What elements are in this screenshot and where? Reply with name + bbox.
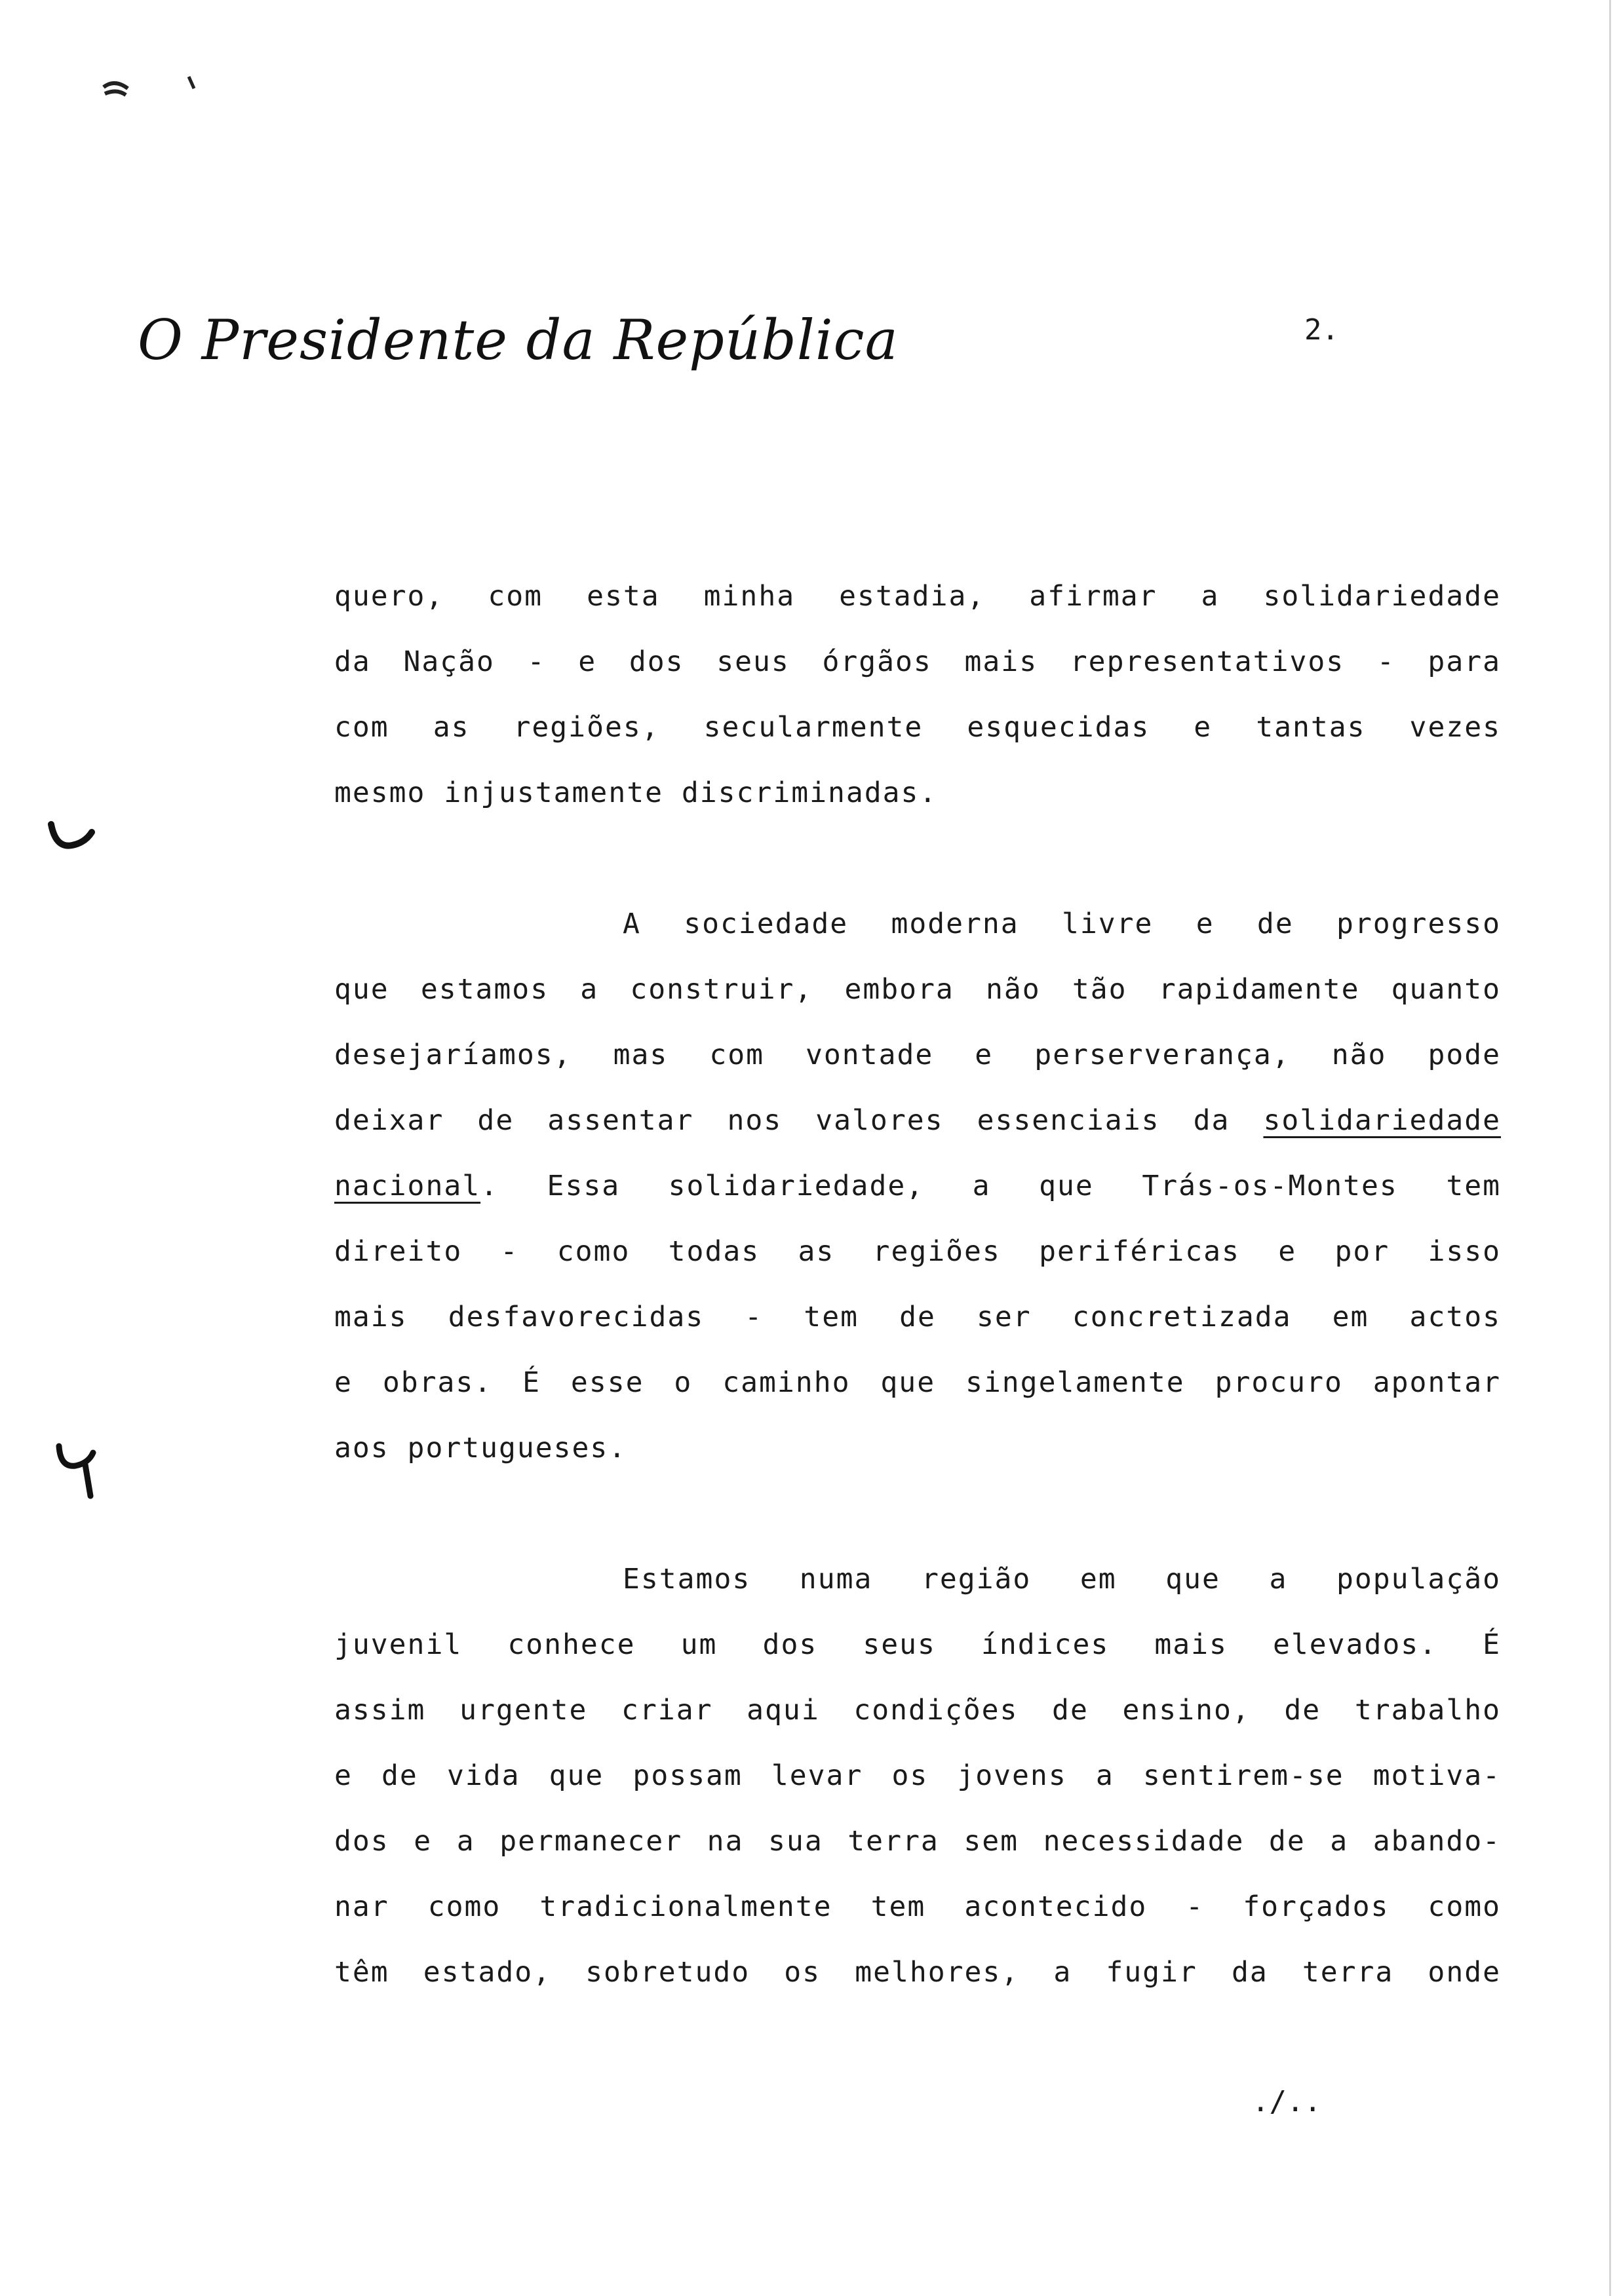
text-line: e de vida que possam levar os jovens a sentirem-se motiva-	[334, 1759, 1501, 1792]
text-line: Estamos numa região em que a população	[623, 1563, 1501, 1596]
underlined-word: solidariedade	[1263, 1104, 1501, 1137]
text-line: dos e a permanecer na sua terra sem necessidade de a abando-	[334, 1825, 1501, 1858]
page-number: 2.	[1304, 313, 1339, 347]
letterhead-title: O Presidente da República	[138, 308, 899, 372]
letter-body	[334, 564, 1501, 2005]
text-line: da Nação - e dos seus órgãos mais representativos - para	[334, 645, 1501, 678]
text-segment: deixar de assentar nos valores essenciais da	[334, 1104, 1230, 1137]
scan-mark-top	[98, 69, 210, 102]
text-line: nar como tradicionalmente tem acontecido - forçados como	[334, 1890, 1501, 1923]
margin-pencil-mark-2	[52, 1438, 105, 1501]
text-line: e obras. É esse o caminho que singelamente procuro apontar	[334, 1366, 1501, 1399]
scan-edge-line	[1609, 0, 1611, 2296]
text-line: juvenil conhece um dos seus índices mais elevados. É	[334, 1628, 1501, 1661]
text-line: aos portugueses.	[334, 1432, 627, 1464]
text-line: assim urgente criar aqui condições de ensino, de trabalho	[334, 1694, 1501, 1727]
text-line: desejaríamos, mas com vontade e perserverança, não pode	[334, 1039, 1501, 1071]
continuation-mark: ./..	[1252, 2085, 1321, 2118]
text-line: mais desfavorecidas - tem de ser concretizada em actos	[334, 1301, 1501, 1333]
text-line: direito - como todas as regiões periféricas e por isso	[334, 1235, 1501, 1268]
text-line: mesmo injustamente discriminadas.	[334, 776, 938, 809]
text-line: A sociedade moderna livre e de progresso	[623, 908, 1501, 940]
text-line: com as regiões, secularmente esquecidas e tantas vezes	[334, 711, 1501, 744]
text-line: têm estado, sobretudo os melhores, a fugir da terra onde	[334, 1956, 1501, 1989]
text-line: quero, com esta minha estadia, afirmar a solidariedade	[334, 580, 1501, 613]
margin-pencil-mark-1	[46, 819, 98, 858]
text-line: que estamos a construir, embora não tão rapidamente quanto	[334, 973, 1501, 1006]
text-line	[334, 1088, 1501, 1153]
text-segment: . Essa solidariedade, a que Trás-os-Montes tem	[480, 1170, 1501, 1202]
underlined-word: nacional	[334, 1170, 481, 1202]
text-line	[334, 1153, 1501, 1219]
